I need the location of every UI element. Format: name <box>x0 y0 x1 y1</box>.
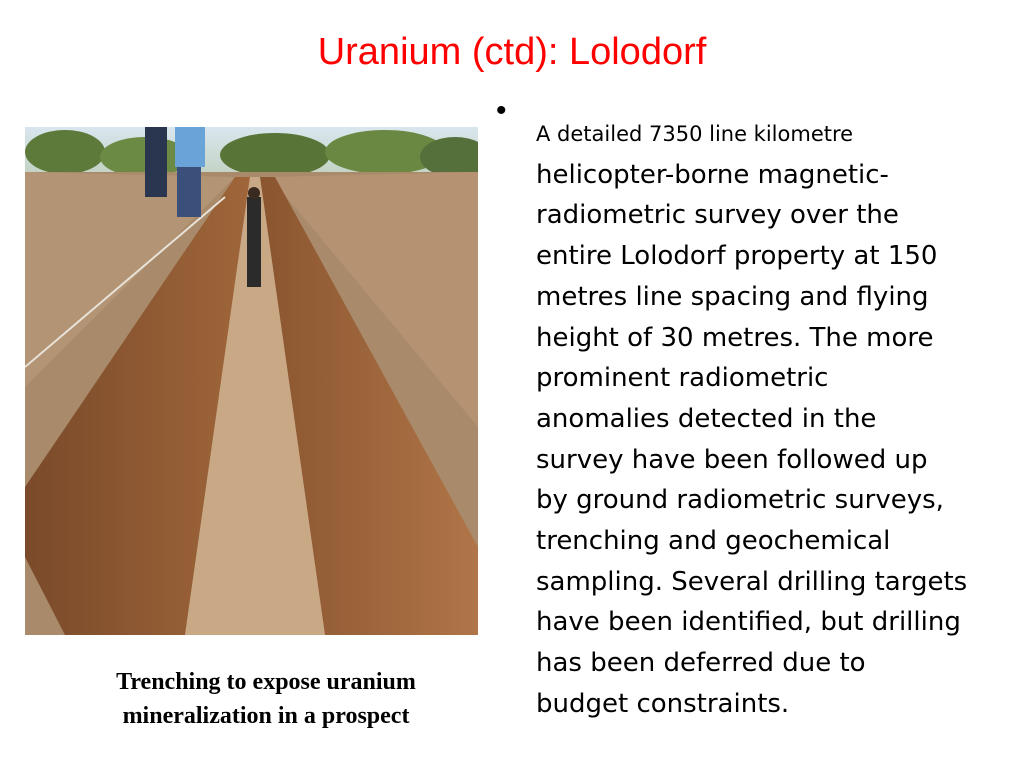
text-line: A detailed 7350 line kilometre <box>536 122 854 146</box>
text-line: prominent radiometric <box>536 363 829 394</box>
text-line: helicopter-borne magnetic- <box>536 159 889 190</box>
caption-line: Trenching to expose uranium <box>116 669 416 695</box>
text-line: radiometric survey over the <box>536 200 899 231</box>
text-line: anomalies detected in the <box>536 403 877 434</box>
text-line: survey have been followed up <box>536 444 928 475</box>
text-line: metres line spacing and flying <box>536 281 929 312</box>
photo-caption <box>50 665 482 733</box>
text-line: has been deferred due to <box>536 648 866 679</box>
slide-title: Uranium (ctd): Lolodorf <box>317 31 707 73</box>
text-line: trenching and geochemical <box>536 526 891 557</box>
text-line: budget constraints. <box>536 688 790 719</box>
bullet-text <box>536 114 996 725</box>
text-line: sampling. Several drilling targets <box>536 566 968 597</box>
text-line: have been identified, but drilling <box>536 607 961 638</box>
caption-line: mineralization in a prospect <box>122 703 410 729</box>
bullet-marker: • <box>496 94 507 127</box>
text-line: height of 30 metres. The more <box>536 322 934 353</box>
text-line: by ground radiometric surveys, <box>536 485 944 516</box>
trench-photo <box>25 127 478 635</box>
text-line: entire Lolodorf property at 150 <box>536 241 938 272</box>
